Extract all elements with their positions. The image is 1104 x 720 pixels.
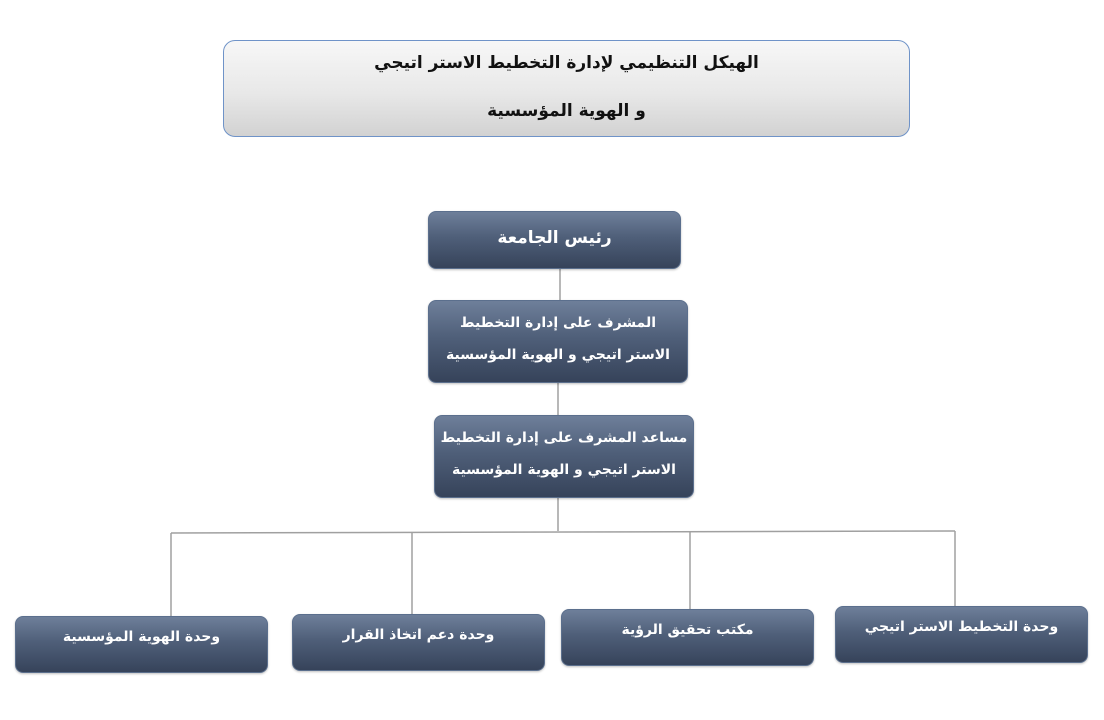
node-corporate-identity-unit-label: وحدة الهوية المؤسسية (62, 629, 221, 645)
node-assistant-supervisor-line2: الاستر اتيجي و الهوية المؤسسية (452, 462, 676, 478)
node-department-supervisor (428, 300, 688, 383)
node-decision-support-unit-label: وحدة دعم اتخاذ القرار (342, 627, 495, 643)
node-department-supervisor-line1: المشرف على إدارة التخطيط (459, 315, 657, 331)
chart-title-line2: و الهوية المؤسسية (487, 101, 646, 121)
chart-title-line1: الهيكل التنظيمي لإدارة التخطيط الاستر اتيجي (374, 53, 759, 73)
node-corporate-identity-unit (15, 616, 268, 673)
node-strategic-planning-unit-label: وحدة التخطيط الاستر اتيجي (864, 619, 1059, 635)
node-vision-office-label: مكتب تحقيق الرؤية (621, 622, 754, 638)
node-strategic-planning-unit (835, 606, 1088, 663)
node-assistant-supervisor (434, 415, 694, 498)
node-university-president-label: رئيس الجامعة (497, 228, 612, 248)
connector-horizontal-bus (171, 531, 955, 533)
node-department-supervisor-line2: الاستر اتيجي و الهوية المؤسسية (446, 347, 670, 363)
node-vision-office (561, 609, 814, 666)
chart-title-box (223, 40, 910, 137)
node-decision-support-unit (292, 614, 545, 671)
node-university-president (428, 211, 681, 269)
node-assistant-supervisor-line1: مساعد المشرف على إدارة التخطيط (440, 430, 688, 446)
